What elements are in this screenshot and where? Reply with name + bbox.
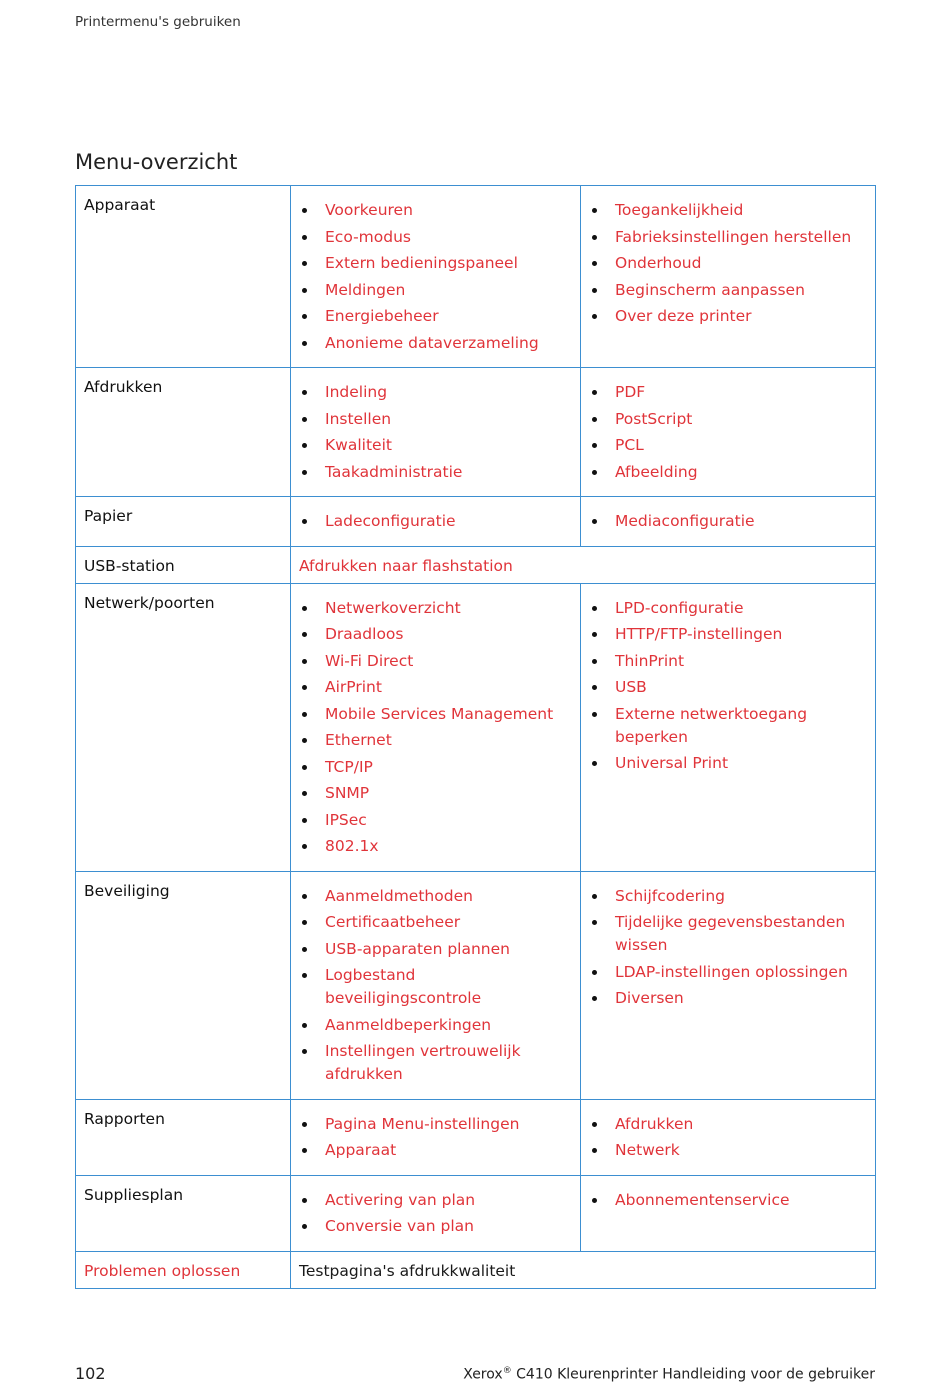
menu-item-list <box>291 497 580 546</box>
menu-item-link[interactable]: Abonnementenservice <box>589 1189 867 1212</box>
menu-item-link[interactable]: Pagina Menu-instellingen <box>299 1113 572 1136</box>
menu-row <box>76 1175 876 1251</box>
menu-items-cell <box>581 583 876 871</box>
menu-category: USB-station <box>84 556 175 575</box>
menu-row <box>76 871 876 1099</box>
menu-item-list <box>581 1100 875 1175</box>
menu-category[interactable]: Problemen oplossen <box>84 1261 241 1280</box>
menu-item-link[interactable]: Externe netwerktoegang beperken <box>589 703 867 749</box>
footer-title-rest: C410 Kleurenprinter Handleiding voor de gebruiker <box>511 1366 875 1383</box>
menu-item-link[interactable]: Ladeconfiguratie <box>299 510 572 533</box>
menu-item-link[interactable]: Extern bedieningspaneel <box>299 252 572 275</box>
menu-item-link[interactable]: USB-apparaten plannen <box>299 938 572 961</box>
menu-item-link[interactable]: PDF <box>589 381 867 404</box>
menu-item-link[interactable]: Mediaconfiguratie <box>589 510 867 533</box>
menu-item-link[interactable]: Fabrieksinstellingen herstellen <box>589 226 867 249</box>
menu-items-cell <box>581 1099 876 1175</box>
menu-category-cell <box>76 1251 291 1288</box>
menu-item-link[interactable]: Netwerkoverzicht <box>299 597 572 620</box>
menu-items-cell <box>581 368 876 497</box>
menu-item-link[interactable]: Anonieme dataverzameling <box>299 332 572 355</box>
menu-single-cell <box>291 546 876 583</box>
running-head: Printermenu's gebruiken <box>75 14 241 30</box>
menu-items-cell <box>291 368 581 497</box>
menu-item-link[interactable]: Energiebeheer <box>299 305 572 328</box>
menu-row <box>76 583 876 871</box>
menu-item-link[interactable]: Afdrukken naar flashstation <box>299 556 513 575</box>
menu-category-cell <box>76 186 291 368</box>
menu-item-list <box>581 872 875 1023</box>
menu-items-cell <box>581 497 876 547</box>
menu-item-link: Testpagina's afdrukkwaliteit <box>299 1261 516 1280</box>
menu-items-cell <box>291 583 581 871</box>
menu-item-link[interactable]: Aanmeldbeperkingen <box>299 1014 572 1037</box>
menu-category-cell <box>76 1099 291 1175</box>
menu-row <box>76 1251 876 1288</box>
menu-item-link[interactable]: Instellingen vertrouwelijk afdrukken <box>299 1040 572 1086</box>
menu-items-cell <box>291 1099 581 1175</box>
page-number: 102 <box>75 1364 106 1383</box>
menu-item-link[interactable]: Taakadministratie <box>299 461 572 484</box>
menu-item-link[interactable]: Ethernet <box>299 729 572 752</box>
menu-row <box>76 546 876 583</box>
menu-item-link[interactable]: Draadloos <box>299 623 572 646</box>
menu-item-list <box>581 1176 875 1225</box>
menu-category-cell <box>76 871 291 1099</box>
menu-item-list <box>291 368 580 496</box>
menu-item-link[interactable]: SNMP <box>299 782 572 805</box>
menu-item-list <box>291 1176 580 1251</box>
menu-item-link[interactable]: 802.1x <box>299 835 572 858</box>
menu-category-cell <box>76 497 291 547</box>
menu-item-link[interactable]: Certificaatbeheer <box>299 911 572 934</box>
menu-item-link[interactable]: LDAP-instellingen oplossingen <box>589 961 867 984</box>
menu-category: Beveiliging <box>84 881 170 900</box>
menu-item-link[interactable]: Apparaat <box>299 1139 572 1162</box>
menu-item-link[interactable]: Tijdelijke gegevensbestanden wissen <box>589 911 867 957</box>
menu-items-cell <box>291 871 581 1099</box>
menu-items-cell <box>581 871 876 1099</box>
menu-category-cell <box>76 1175 291 1251</box>
menu-item-link[interactable]: TCP/IP <box>299 756 572 779</box>
menu-category-cell <box>76 368 291 497</box>
menu-item-link[interactable]: Afbeelding <box>589 461 867 484</box>
menu-item-list <box>291 584 580 871</box>
menu-item-link[interactable]: Beginscherm aanpassen <box>589 279 867 302</box>
menu-item-link[interactable]: Eco-modus <box>299 226 572 249</box>
menu-category-cell <box>76 583 291 871</box>
menu-item-link[interactable]: Aanmeldmethoden <box>299 885 572 908</box>
menu-category: Netwerk/poorten <box>84 593 215 612</box>
menu-item-link[interactable]: Schijfcodering <box>589 885 867 908</box>
menu-items-cell <box>581 186 876 368</box>
menu-item-link[interactable]: Toegankelijkheid <box>589 199 867 222</box>
registered-mark: ® <box>502 1366 512 1376</box>
menu-item-link[interactable]: Meldingen <box>299 279 572 302</box>
menu-item-list <box>581 186 875 341</box>
menu-category: Afdrukken <box>84 378 163 396</box>
section-title: Menu-overzicht <box>75 150 238 174</box>
menu-item-list <box>581 497 875 546</box>
menu-items-cell <box>291 497 581 547</box>
footer-brand: Xerox <box>463 1366 503 1383</box>
menu-item-link[interactable]: Diversen <box>589 987 867 1010</box>
menu-item-link[interactable]: Activering van plan <box>299 1189 572 1212</box>
menu-category: Suppliesplan <box>84 1185 184 1204</box>
menu-item-link[interactable]: Afdrukken <box>589 1113 867 1136</box>
menu-category: Papier <box>84 507 133 525</box>
menu-item-list <box>581 584 875 788</box>
menu-category: Rapporten <box>84 1109 165 1128</box>
menu-item-link[interactable]: IPSec <box>299 809 572 832</box>
menu-item-link[interactable]: ThinPrint <box>589 650 867 673</box>
menu-item-link[interactable]: Netwerk <box>589 1139 867 1162</box>
menu-item-link[interactable]: Onderhoud <box>589 252 867 275</box>
menu-item-link[interactable]: Voorkeuren <box>299 199 572 222</box>
menu-row <box>76 368 876 497</box>
menu-overview-table <box>75 185 876 1289</box>
menu-category: Apparaat <box>84 196 156 214</box>
menu-item-link[interactable]: Wi-Fi Direct <box>299 650 572 673</box>
menu-item-link[interactable]: LPD-configuratie <box>589 597 867 620</box>
menu-item-link[interactable]: Mobile Services Management <box>299 703 572 726</box>
menu-item-link[interactable]: Universal Print <box>589 752 867 775</box>
menu-row <box>76 186 876 368</box>
menu-row <box>76 497 876 547</box>
menu-item-link[interactable]: USB <box>589 676 867 699</box>
footer-title <box>463 1366 875 1383</box>
menu-item-link[interactable]: Kwaliteit <box>299 434 572 457</box>
menu-item-link[interactable]: Over deze printer <box>589 305 867 328</box>
menu-items-cell <box>581 1175 876 1251</box>
menu-item-link[interactable]: PCL <box>589 434 867 457</box>
menu-item-link[interactable]: Conversie van plan <box>299 1215 572 1238</box>
menu-category-cell <box>76 546 291 583</box>
menu-single-cell <box>291 1251 876 1288</box>
menu-items-cell <box>291 186 581 368</box>
menu-row <box>76 1099 876 1175</box>
menu-item-link[interactable]: Indeling <box>299 381 572 404</box>
menu-item-link[interactable]: AirPrint <box>299 676 572 699</box>
menu-item-link[interactable]: PostScript <box>589 408 867 431</box>
menu-item-list <box>291 1100 580 1175</box>
menu-item-link[interactable]: Logbestand beveiligingscontrole <box>299 964 572 1010</box>
menu-item-list <box>291 186 580 367</box>
menu-item-link[interactable]: HTTP/FTP-instellingen <box>589 623 867 646</box>
menu-item-list <box>581 368 875 496</box>
menu-items-cell <box>291 1175 581 1251</box>
menu-item-link[interactable]: Instellen <box>299 408 572 431</box>
menu-item-list <box>291 872 580 1099</box>
